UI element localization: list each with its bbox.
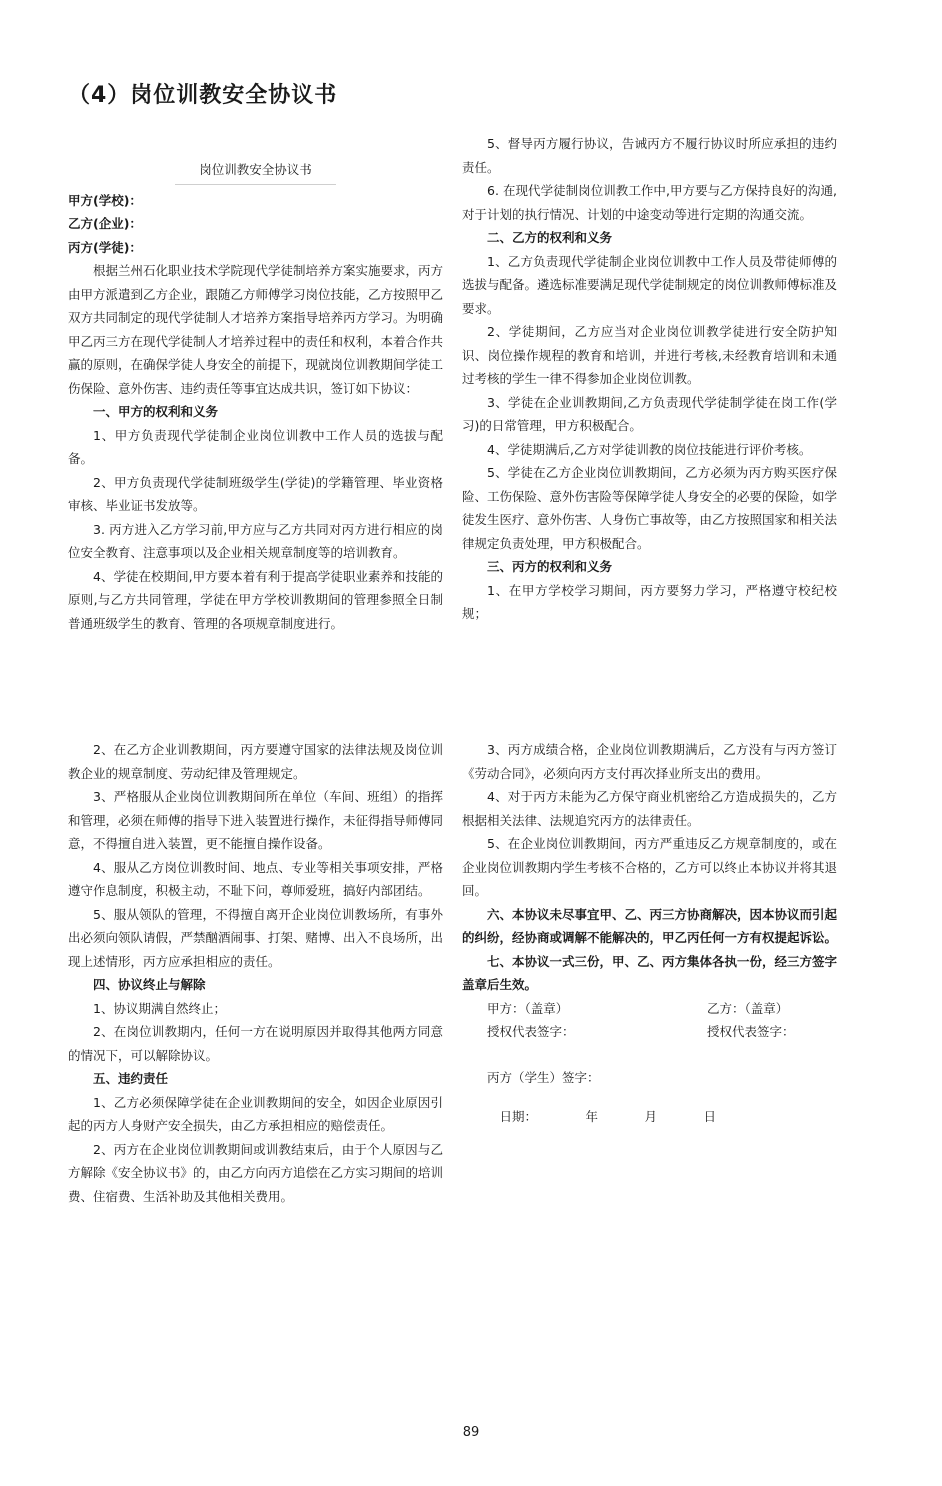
- section-heading: 一、甲方的权利和义务: [93, 404, 219, 419]
- clause-paragraph: 2、在岗位训教期内，任何一方在说明原因并取得其他两方同意的情况下，可以解除协议。: [68, 1024, 443, 1063]
- party-b-seal-label: 乙方：（盖章）: [707, 1000, 789, 1016]
- page-title: （4）岗位训教安全协议书: [68, 83, 338, 108]
- party-a-rep-label: 授权代表签字：: [487, 1024, 575, 1039]
- party-b-rep-label: 授权代表签字：: [707, 1024, 795, 1039]
- day-label: 日: [703, 1109, 716, 1124]
- section-heading: 三、丙方的权利和义务: [487, 559, 613, 574]
- clause-paragraph: 3. 丙方进入乙方学习前,甲方应与乙方共同对丙方进行相应的岗位安全教育、注意事项以及企业相关规章制度等的培训教育。: [68, 521, 443, 560]
- top-left-column: [68, 158, 443, 635]
- document-title: 岗位训教安全协议书: [175, 158, 336, 185]
- clause-paragraph: 2、丙方在企业岗位训教期间或训教结束后，由于个人原因与乙方解除《安全协议书》的，由乙方向丙方追偿在乙方实习期间的培训费、住宿费、生活补助及其他相关费用。: [68, 1141, 444, 1204]
- clause-paragraph: 1、乙方负责现代学徒制企业岗位训教中工作人员及带徒师傅的选拔与配备。遴选标准要满足现代学徒制规定的岗位训教师傅标准及要求。: [462, 253, 838, 316]
- clause-paragraph: 3、学徒在企业训教期间,乙方负责现代学徒制学徒在岗工作(学习)的日常管理，甲方积极配合。: [462, 394, 837, 433]
- section-heading: 五、违约责任: [93, 1071, 169, 1086]
- month-label: 月: [644, 1109, 657, 1124]
- party-b-line: 乙方(企业)：: [68, 216, 142, 231]
- clause-paragraph-bold: 六、本协议未尽事宜甲、乙、丙三方协商解决，因本协议而引起的纠纷，经协商或调解不能解决的，甲乙丙任何一方有权提起诉讼。: [462, 906, 838, 945]
- representative-row: [462, 1020, 837, 1044]
- clause-paragraph: 2、在乙方企业训教期间，丙方要遵守国家的法律法规及岗位训教企业的规章制度、劳动纪律及管理规定。: [68, 742, 443, 781]
- clause-paragraph: 4、对于丙方未能为乙方保守商业机密给乙方造成损失的，乙方根据相关法律、法规追究丙方的法律责任。: [462, 789, 837, 828]
- clause-paragraph: 5、督导丙方履行协议，告诫丙方不履行协议时所应承担的违约责任。: [462, 136, 837, 175]
- party-c-sign-label: 丙方（学生）签字：: [487, 1069, 600, 1085]
- section-heading: 四、协议终止与解除: [93, 977, 206, 992]
- party-a-line: 甲方(学校)：: [68, 192, 142, 208]
- clause-paragraph: 1、乙方必须保障学徒在企业训教期间的安全，如因企业原因引起的丙方人身财产安全损失，由乙方承担相应的赔偿责任。: [68, 1094, 443, 1133]
- party-c-sign-row: [462, 1066, 837, 1090]
- clause-paragraph: 4、服从乙方岗位训教时间、地点、专业等相关事项安排，严格遵守作息制度，积极主动，不耻下问，尊师爱班，搞好内部团结。: [68, 859, 443, 898]
- intro-paragraph: 根据兰州石化职业技术学院现代学徒制培养方案实施要求，丙方由甲方派遣到乙方企业，跟随乙方师傅学习岗位技能，乙方按照甲乙双方共同制定的现代学徒制人才培养方案指导培养丙方学习。为明确甲乙丙三方在现代学徒制人才培养过程中的责任和权利，本着合作共赢的原则，在确保学徒人身安全的前提下，现就岗位训教期间学徒工伤保险、意外伤害、违约责任等事宜达成共识，签订如下协议：: [68, 263, 444, 396]
- party-a-seal-label: 甲方：（盖章）: [487, 1000, 569, 1016]
- clause-paragraph: 5、学徒在乙方企业岗位训教期间，乙方必须为丙方购买医疗保险、工伤保险、意外伤害险等保障学徒人身安全的必要的保险，如学徒发生医疗、意外伤害、人身伤亡事故等，由乙方按照国家和相关法律规定负责处理，甲方积极配合。: [462, 465, 838, 551]
- clause-paragraph: 2、学徒期间，乙方应当对企业岗位训教学徒进行安全防护知识、岗位操作规程的教育和培训，并进行考核,未经教育培训和未通过考核的学生一律不得参加企业岗位训教。: [462, 324, 837, 386]
- clause-paragraph-bold: 七、本协议一式三份，甲、乙、丙方集体各执一份，经三方签字盖章后生效。: [462, 953, 838, 992]
- clause-paragraph: 5、服从领队的管理，不得擅自离开企业岗位训教场所，有事外出必须向领队请假，严禁酗酒闹事、打架、赌博、出入不良场所，出现上述情形，丙方应承担相应的责任。: [68, 906, 444, 969]
- seal-row: [462, 997, 837, 1021]
- clause-paragraph: 1、甲方负责现代学徒制企业岗位训教中工作人员的选拔与配备。: [68, 427, 443, 466]
- date-label: 日期：: [499, 1109, 538, 1124]
- clause-paragraph: 2、甲方负责现代学徒制班级学生(学徒)的学籍管理、毕业资格审核、毕业证书发放等。: [68, 474, 443, 513]
- clause-paragraph: 1、在甲方学校学习期间，丙方要努力学习，严格遵守校纪校规；: [462, 582, 837, 621]
- clause-paragraph: 3、严格服从企业岗位训教期间所在单位（车间、班组）的指挥和管理，必须在师傅的指导下进入装置进行操作，未征得指导师傅同意，不得擅自进入装置，更不能擅自操作设备。: [68, 789, 444, 851]
- clause-paragraph: 3、丙方成绩合格，企业岗位训教期满后，乙方没有与丙方签订《劳动合同》，必须向丙方支付再次择业所支出的费用。: [462, 742, 837, 781]
- clause-paragraph: 4、学徒期满后,乙方对学徒训教的岗位技能进行评价考核。: [487, 441, 812, 457]
- top-right-column: [462, 132, 837, 626]
- bottom-left-column: [68, 738, 443, 1208]
- bottom-right-column: [462, 738, 837, 1129]
- clause-paragraph: 1、协议期满自然终止；: [93, 1000, 226, 1016]
- clause-paragraph: 5、在企业岗位训教期间，丙方严重违反乙方规章制度的，或在企业岗位训教期内学生考核不合格的，乙方可以终止本协议并将其退回。: [462, 836, 838, 898]
- date-row: [462, 1105, 837, 1129]
- section-heading: 二、乙方的权利和义务: [487, 230, 613, 245]
- page-number: 89: [462, 1425, 480, 1440]
- clause-paragraph: 4、学徒在校期间,甲方要本着有利于提高学徒职业素养和技能的原则,与乙方共同管理，学徒在甲方学校训教期间的管理参照全日制普通班级学生的教育、管理的各项规章制度进行。: [68, 568, 443, 631]
- clause-paragraph: 6. 在现代学徒制岗位训教工作中,甲方要与乙方保持良好的沟通,对于计划的执行情况、计划的中途变动等进行定期的沟通交流。: [462, 183, 837, 222]
- year-label: 年: [585, 1109, 598, 1124]
- party-c-line: 丙方(学徒)：: [68, 239, 142, 255]
